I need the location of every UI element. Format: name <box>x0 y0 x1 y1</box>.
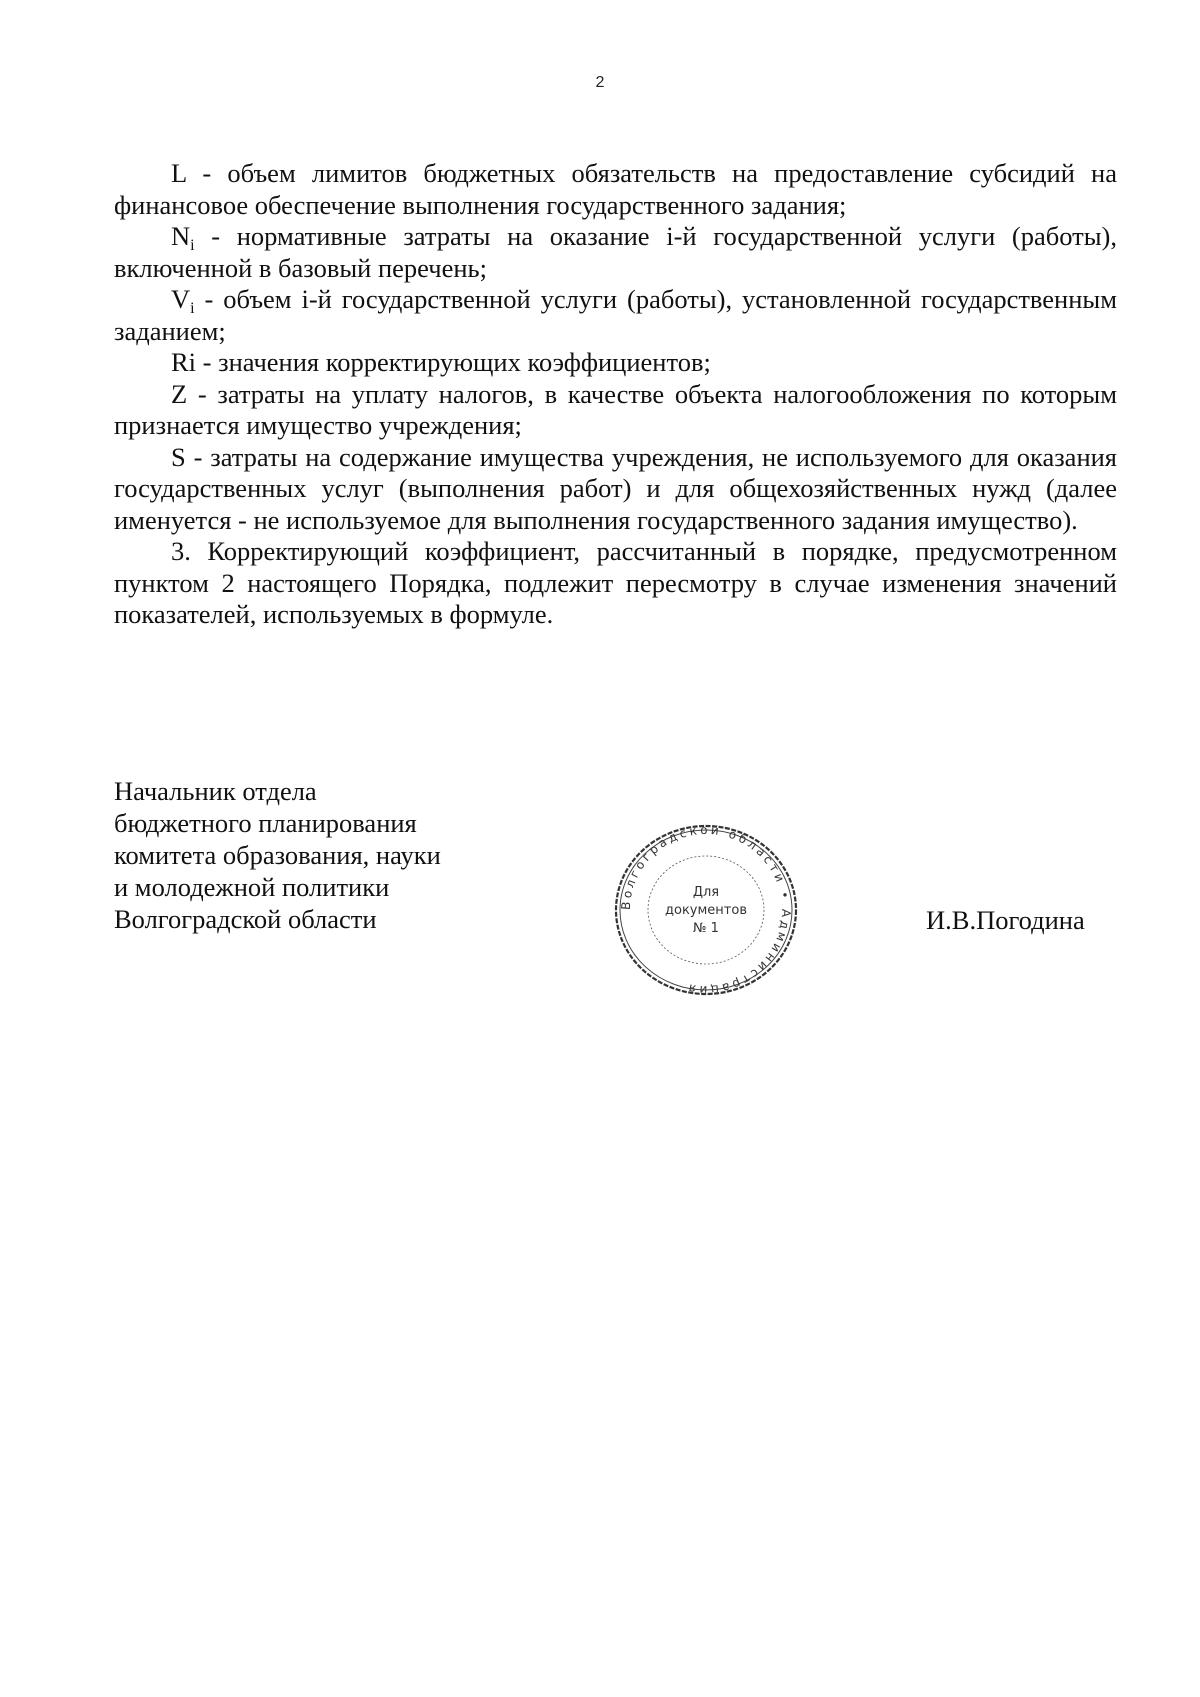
definition-n <box>114 221 1117 284</box>
signer-title-line: комитета образования, науки <box>114 840 441 870</box>
symbol: Ri <box>171 347 197 377</box>
official-stamp-icon <box>608 820 804 1000</box>
signer-title-line: Начальник отдела <box>114 776 317 806</box>
item-text: Корректирующий коэффициент, рассчитанный в порядке, предусмотренном пунктом 2 настоящего Порядка, подлежит пересмотру в случае изменения значений показателей, используемых в формуле. <box>114 536 1117 629</box>
signer-name: И.В.Погодина <box>926 905 1085 935</box>
symbol: S <box>171 441 186 472</box>
stamp-center-line: Для <box>692 885 720 900</box>
symbol: L <box>171 158 187 188</box>
definition-s <box>114 442 1117 537</box>
definition-z <box>114 379 1117 442</box>
document-body <box>114 158 1117 631</box>
definition-text: - нормативные затраты на оказание i-й государственной услуги (работы), включенной в базовый перечень; <box>114 221 1117 283</box>
definition-text: - объем i-й государственной услуги (работы), установленной государственным заданием; <box>114 284 1117 346</box>
symbol: N <box>171 221 191 251</box>
signature-block <box>114 775 441 935</box>
signer-title-line: и молодежной политики <box>114 872 390 902</box>
definition-text: - затраты на уплату налогов, в качестве объекта налогообложения по которым признается имущество учреждения; <box>114 378 1117 440</box>
definition-ri <box>114 347 1117 379</box>
symbol: V <box>171 284 191 314</box>
stamp-center-line: документов <box>665 903 747 918</box>
item-number: 3. <box>171 536 191 566</box>
subscript: i <box>190 237 195 254</box>
symbol: Z <box>171 378 188 409</box>
definition-l <box>114 158 1117 221</box>
definition-text: - объем лимитов бюджетных обязательств на предоставление субсидий на финансовое обеспечение выполнения государственного задания; <box>114 158 1117 220</box>
signer-title-line: бюджетного планирования <box>114 808 417 838</box>
stamp-center-line: № 1 <box>693 921 719 936</box>
subscript: i <box>190 300 195 317</box>
definition-text: - значения корректирующих коэффициентов; <box>196 347 711 377</box>
item-3 <box>114 536 1117 631</box>
page-number: 2 <box>595 74 605 91</box>
definition-v <box>114 284 1117 347</box>
definition-text: - затраты на содержание имущества учреждения, не используемого для оказания государственных услуг (выполнения работ) и для общехозяйственных нужд (далее именуется - не используемое для выполнения государственного задания имущество). <box>114 441 1117 535</box>
stamp-outer-text: Волгоградской области • Администрация <box>618 822 794 998</box>
signer-title-line: Волгоградской области <box>114 904 377 934</box>
